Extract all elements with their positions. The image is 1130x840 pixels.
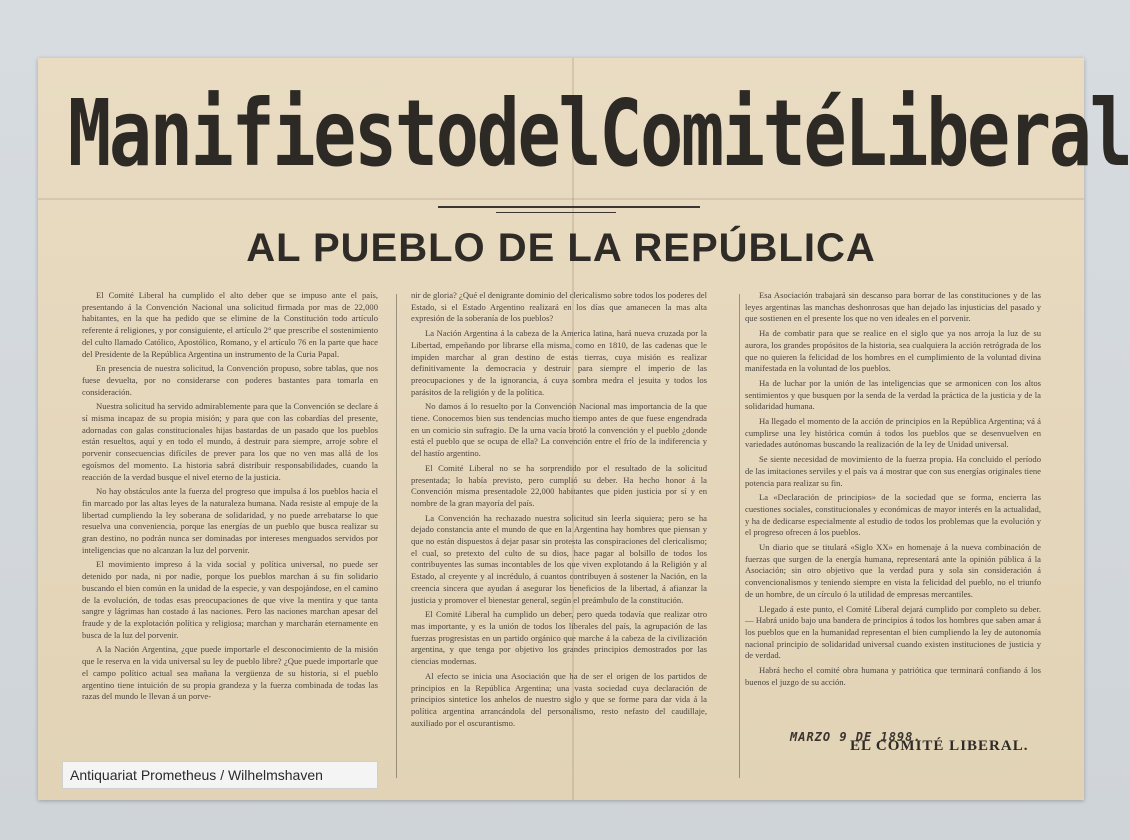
poster-subtitle: AL PUEBLO DE LA REPÚBLICA (246, 226, 876, 270)
paragraph: Al efecto se inicia una Asociación que ha de ser el origen de los partidos de principios en la República Argentina; una vasta sociedad cuya declaración de principios sintetice los anhelos de nuestro siglo y que se forme para dar vida á la política argentina arrancándola del personalismo, resto nefasto del caudillaje, auxiliado por el oscurantismo. (411, 670, 707, 728)
paragraph: Ha llegado el momento de la acción de principios en la República Argentina; vá á cumplirse una ley histórica común á todos los pueblos que se desenvuelven en variedades autónomas buscando la realización de la ley de Unidad universal. (745, 416, 1041, 450)
paragraph: nir de gloria? ¿Qué el denigrante dominio del clericalismo sobre todos los poderes del Estado, si el Estado Argentino realizará en los días que amanecen la mas alta expresión de la soberanía de los pueblos? (411, 290, 707, 324)
text-column-2 (411, 290, 707, 780)
manifesto-poster (38, 58, 1130, 800)
paragraph: El Comité Liberal ha cumplido el alto deber que se impuso ante el país, presentando á la Convención Nacional una solicitud firmada por mas de 22,000 habitantes, en la que ha pedido que se elimine de la Constitución todo artículo referente á religiones, y por consiguiente, el artículo 2° que prescribe el sostenimiento del culto llamado Católico, Apostólico, Romano, y el artículo 76 en la parte que hace del Presidente de la República Argentina un instrumento de la Curia Papal. (82, 290, 378, 359)
title-word: Comité (599, 79, 845, 187)
title-word: del (476, 79, 600, 187)
paragraph: El Comité Liberal no se ha sorprendido por el resultado de la solicitud presentada; lo había previsto, pero cumplió su deber. Ha hecho honor á la Convención misma presentadole 22,000 habitantes que piden justicia por sí y en nombre de la gran mayoría del país. (411, 462, 707, 508)
paragraph: A la Nación Argentina, ¿que puede importarle el desconocimiento de la misión que le reserva en la vida universal su ley de pueblo libre? ¿Que puede importarle que el campo político actual sea mañana la vergüenza de su historia, si el pueblo argentino tiene intuición de su propia grandeza y la fuerza combinada de todas las razas del mundo le llevan á un porve- (82, 644, 378, 702)
paragraph: Un diario que se titulará «Siglo XX» en homenaje á la nueva combinación de fuerzas que surgen de la energía humana, representará ante la opinión pública á la Asociación; sin otro objetivo que la verdad pura y sola sin consideración á convencionalismos y teniendo siempre en vista la felicidad del pueblo, no el triunfo de un hombre, de un círculo ó la utilidad de empresas mercantiles. (745, 542, 1041, 599)
paragraph: Se siente necesidad de movimiento de la fuerza propia. Ha concluido el período de las imitaciones serviles y el país va á mostrar que con sus energías originales tiene potencia para realizar su fin. (745, 454, 1041, 488)
paragraph: Nuestra solicitud ha servido admirablemente para que la Convención se declare á sí misma incapaz de su propia misión; y para que con las cobardías del presente, adornadas con galas constitucionales hijas bastardas de un pasado que los pueblos están resueltos, aquí y en todo el mundo, á destruir para siempre, arroje sobre el porvenir consecuencias difíciles de prever para los que no ven mas allá de los egoísmos del momento. La historia sabrá distribuir responsabilidades, cuando la reacción de la verdad busque el nivel eterno de la justicia. (82, 401, 378, 482)
paragraph: En presencia de nuestra solicitud, la Convención propuso, sobre tablas, que nos fuese devuelta, por no considerarse con poderes bastantes para tomarla en consideración. (82, 363, 378, 397)
paragraph: La Convención ha rechazado nuestra solicitud sin leerla siquiera; pero se ha dejado constancia ante el mundo de que en la Argentina hay hombres que piensan y que no están dispuestos á dejar pasar sin protesta las conspiraciones del clericalismo; el cual, so pretexto del culto de su dios, hace pagar al bolsillo de todos los contribuyentes las sumas incontables de los que viven explotando á la Religión y al Estado, al creyente y al incrédulo, á cuantos contribuyen á sostener la Nación, en la creencia sincera que ayudan á asegurar los beneficios de la libertad, á afianzar la justicia y promover el bienestar general, según el preámbulo de la constitución. (411, 512, 707, 605)
paper-fold-horizontal (38, 198, 1084, 200)
paragraph: No hay obstáculos ante la fuerza del progreso que impulsa á los pueblos hacia el fin marcado por las altas leyes de la naturaleza humana. Nada resiste al empuje de la libertad cumpliendo la ley soberana de solidaridad, y no puede arrebatarse lo que resuelva una conveniencia, porque las energías de un pueblo que busca realizar su gran destino, no podrán nunca ser dominadas por intereses menguados servidos por inteligencias que no alcanzan la luz del porvenir. (82, 486, 378, 555)
paragraph: Llegado á este punto, el Comité Liberal dejará cumplido por completo su deber. — Habrá unido bajo una bandera de principios á todos los hombres que saben amar á los pueblos que en la humanidad representan el bien cumpliendo la ley de autonomía nacional principio de solidaridad universal cuando existen instituciones de justicia y de verdad. (745, 603, 1041, 661)
title-word: Liberal (844, 79, 1130, 187)
column-divider (396, 294, 397, 778)
paragraph: Esa Asociación trabajará sin descanso para borrar de las constituciones y de las leyes argentinas las manchas deshonrosas que han dejado las injusticias del pasado y que sostienen en el presente los que no ven ideales en el porvenir. (745, 290, 1041, 324)
paragraph: Ha de combatir para que se realice en el siglo que ya nos arroja la luz de su aurora, los grandes propósitos de la historia, sea cualquiera la acción retrógrada de los que no quieren la felicidad de los hombres en el cumplimiento de la voluntad divina manifestada en la voluntad de los pueblos. (745, 328, 1041, 374)
text-column-1 (82, 290, 378, 780)
dealer-watermark-label: Antiquariat Prometheus / Wilhelmshaven (62, 761, 378, 789)
paragraph: El Comité Liberal ha cumplido un deber, pero queda todavía que realizar otro mas importante, y es la unión de todos los liberales del país, la agrupación de las fuerzas progresistas en un partido orgánico que marche á la cabeza de la civilización argentina, y que tenga por objetivo los grandes principios demostrados por las ciencias modernas. (411, 609, 707, 667)
paragraph: La Nación Argentina á la cabeza de la America latina, hará nueva cruzada por la Libertad, empeñando por librarse ella misma, como en 1810, de las cadenas que le impiden marchar al gran destino de estas tierras, cuya misión es realizar definitivamente la democracia y destruir para siempre el imperio de las preocupaciones y de la ignorancia, á cuya sombra medra el jesuita y todos los parásitos de la religión y de la política. (411, 328, 707, 397)
title-divider (438, 206, 700, 208)
title-divider-short (496, 212, 616, 213)
poster-title (68, 78, 1130, 188)
paragraph: Ha de luchar por la unión de las inteligencias que se armonicen con los altos sentimientos y que busquen por la senda de la verdad la práctica de la justicia y de la solidaridad humana. (745, 377, 1041, 412)
document-date: MARZO 9 DE 1898. (790, 730, 922, 744)
title-word: Manifiesto (68, 79, 477, 187)
signature: EL COMITÉ LIBERAL. (850, 738, 1029, 754)
paragraph: Habrá hecho el comité obra humana y patriótica que terminará confiando á los buenos el juzgo de su acción. (745, 665, 1041, 687)
paragraph: No damos á lo resuelto por la Convención Nacional mas importancia de la que tiene. Conocemos bien sus tendencias mucho tiempo antes de que fuese engendrada en un comicio sin sufragio. De la urna vacía brotó la convención y el pueblo ¿donde está el pueblo que se ocupa de ella? La convención entre el frío de la indiferencia y del hastío argentino. (411, 401, 707, 459)
paragraph: El movimiento impreso á la vida social y política universal, no puede ser detenido por nada, ni por nadie, porque los pueblos marchan á su fin solidario buscando el bien común en la unidad de la especie, y van despojándose, en el camino de la evolución, de todas esas preocupaciones de que vive la mentira y que tanta sangre y lágrimas han costado á las naciones. Pero las naciones marchan apesar del fraude y de la explotación política y religiosa; marchan y marcharán eternamente en busca de la luz del porvenir. (82, 559, 378, 640)
paragraph: La «Declaración de principios» de la sociedad que se forma, encierra las cuestiones sociales, constitucionales y económicas de mayor interés en la actualidad, y ha de dedicarse especialmente al estudio de todos los problemas que la evolución y el progreso ofrecen á los pueblos. (745, 492, 1041, 538)
column-divider (739, 294, 740, 778)
text-column-3 (745, 290, 1041, 780)
